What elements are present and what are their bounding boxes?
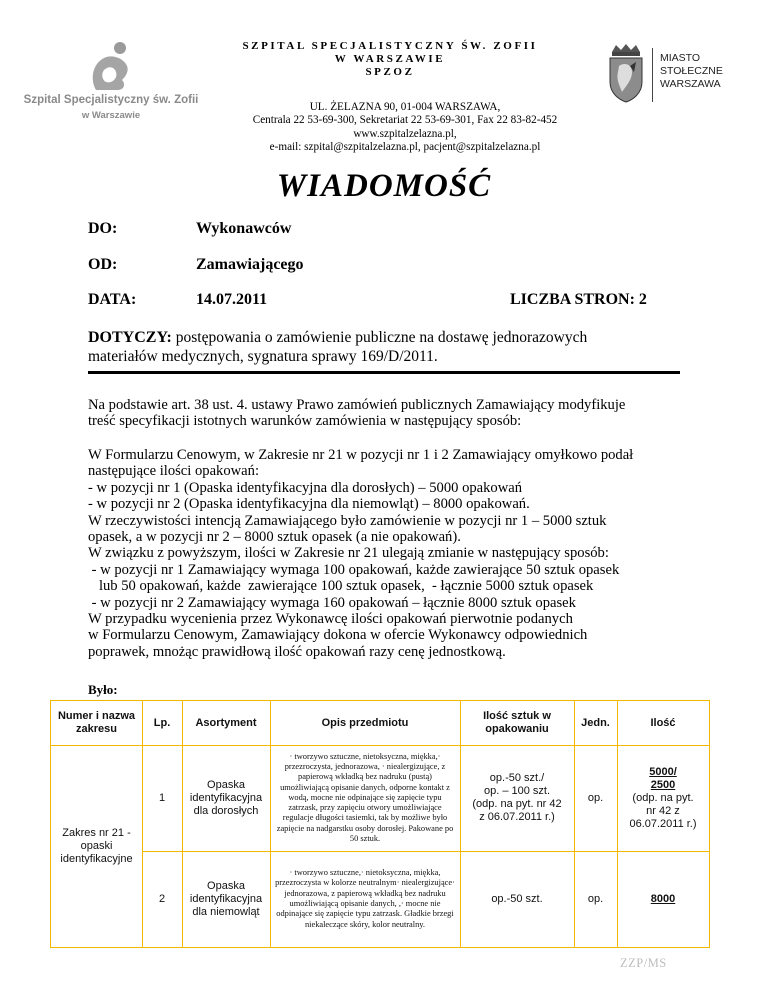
row1-ilosc-sztuk-line: op.-50 szt./ — [489, 772, 545, 784]
city-logo-text — [660, 52, 723, 91]
subject-text: materiałów medycznych, sygnatura sprawy 169/D/2011. — [88, 348, 438, 365]
text-line: W rzeczywistości intencją Zamawiającego było zamówienie w pozycji nr 1 – 5000 sztuk — [88, 512, 607, 529]
address-website: www.szpitalzelazna.pl, — [353, 127, 457, 140]
organization-header — [200, 40, 580, 79]
row1-ilosc-note: 06.07.2011 r.) — [629, 817, 697, 830]
text-line: opasek, a w pozycji nr 2 – 8000 sztuk opasek (a nie opakowań). — [88, 529, 461, 546]
date-label: DATA: — [88, 291, 137, 308]
city-logo-divider — [652, 48, 653, 102]
row1-ilosc-note: (odp. na pyt. — [632, 791, 694, 804]
to-label: DO: — [88, 220, 118, 237]
row1-ilosc — [617, 745, 709, 851]
text-line: - w pozycji nr 2 Zamawiający wymaga 160 opakowań – łącznie 8000 sztuk opasek — [88, 594, 576, 611]
text-line: W Formularzu Cenowym, w Zakresie nr 21 w pozycji nr 1 i 2 Zamawiający omyłkowo podał — [88, 447, 634, 463]
zakres-cell: Zakres nr 21 - opaski identyfikacyjne — [60, 826, 133, 865]
subject — [88, 328, 680, 366]
hospital-logo-name: Szpital Specjalistyczny św. Zofii — [23, 94, 199, 106]
row1-ilosc-note: nr 42 z — [646, 804, 680, 817]
row1-asortyment: Opaska identyfikacyjna dla dorosłych — [189, 778, 263, 817]
header-jedn: Jedn. — [581, 716, 610, 729]
text-line: lub 50 opakowań, każde zawierające 100 sztuk opasek, - łącznie 5000 sztuk opasek — [88, 578, 594, 595]
hospital-logo-icon — [82, 40, 140, 92]
row2-lp: 2 — [158, 892, 166, 905]
address-phones: Centrala 22 53-69-300, Sekretariat 22 53-69-301, Fax 22 83-82-452 — [252, 114, 558, 127]
row1-ilosc-sztuk-line: z 06.07.2011 r.) — [479, 811, 555, 823]
warsaw-crest-icon — [604, 42, 648, 104]
page-count-value: : 2 — [629, 291, 647, 308]
row1-ilosc-sztuk — [460, 745, 574, 851]
hospital-logo-city: w Warszawie — [81, 110, 141, 121]
row2-asortyment: Opaska identyfikacyjna dla niemowląt — [189, 879, 263, 918]
org-type: SPZOZ — [365, 66, 415, 78]
row2-opis: · tworzywo sztuczne,· nietoksyczna, miękka, przezroczysta w kolorze neutralnym· niealergizujące· jednorazowa, z papierową wkładką bez nadruku umożliwiającą opisanie danych, ,· mocne nie odpinające się zapięcie typu zatrzask. Gładkie brzegi niekaleczące skóry, kolor neutralny. — [275, 868, 455, 929]
header-zakres: Numer i nazwa zakresu — [57, 710, 136, 735]
text-line: treść specyfikacji istotnych warunków zamówienia w następujący sposób: — [88, 413, 522, 430]
text-line: poprawek, mnożąc prawidłową ilość opakowań razy cenę jednostkową. — [88, 643, 506, 660]
date-value: 14.07.2011 — [196, 291, 268, 308]
header-ilosc-sztuk: Ilość sztuk w opakowaniu — [483, 710, 551, 735]
page-count — [510, 291, 647, 309]
address-street: UL. ŻELAZNA 90, 01-004 WARSZAWA, — [309, 101, 501, 113]
text-line: w Formularzu Cenowym, Zamawiający dokona w ofercie Wykonawcy odpowiednich — [88, 627, 588, 644]
footer-mark: ZZP/MS — [620, 956, 667, 970]
text-line: następujące ilości opakowań: — [88, 463, 260, 480]
org-city: W WARSZAWIE — [334, 53, 446, 65]
header-asortyment: Asortyment — [195, 716, 257, 729]
text-line: - w pozycji nr 1 Zamawiający wymaga 100 opakowań, każde zawierające 50 sztuk opasek — [88, 561, 620, 578]
row1-ilosc-new: 2500 — [650, 778, 676, 791]
to-value: Wykonawców — [196, 220, 292, 237]
row1-opis: · tworzywo sztuczne, nietoksyczna, miękka,· przezroczysta, jednorazowa, · niealergizujące, z papierową wkładką bez nadruku (pustą) umożliwiającą opisanie danych, odporne kontakt z wodą, mocne nie odpinające się zapięcie typu zatrzask, przy zapięciu otwory umożliwiające regulacje długości tasiemki, tak by możliwe było zapięcie na nadgarstku osoby dorosłej. Pakowane po 50 sztuk. — [276, 751, 454, 844]
header-ilosc: Ilość — [650, 716, 676, 729]
row1-ilosc-sztuk-line: op. – 100 szt. — [483, 785, 551, 797]
text-line: - w pozycji nr 2 (Opaska identyfikacyjna dla niemowląt) – 8000 opakowań. — [88, 496, 530, 513]
header-opis: Opis przedmiotu — [321, 716, 409, 729]
org-address — [180, 101, 630, 154]
modification-paragraph — [88, 447, 680, 660]
row1-ilosc-sztuk-line: (odp. na pyt. nr 42 — [472, 798, 562, 810]
previous-label: Było: — [88, 682, 118, 697]
row2-jedn: op. — [587, 892, 604, 905]
city-logo-line: WARSZAWA — [660, 78, 721, 90]
intro-paragraph — [88, 397, 680, 430]
org-name: SZPITAL SPECJALISTYCZNY ŚW. ZOFII — [242, 40, 538, 52]
text-line: W przypadku wycenienia przez Wykonawcę ilości opakowań pierwotnie podanych — [88, 611, 573, 628]
page-count-label: LICZBA STRON — [510, 291, 630, 308]
row2-ilosc-value: 8000 — [650, 892, 676, 905]
from-label: OD: — [88, 256, 118, 273]
text-line: - w pozycji nr 1 (Opaska identyfikacyjna dla dorosłych) – 5000 opakowań — [88, 479, 523, 496]
row1-jedn: op. — [587, 791, 604, 804]
city-logo-line: STOŁECZNE — [660, 65, 723, 77]
address-email: e-mail: szpital@szpitalzelazna.pl, pacjent@szpitalzelazna.pl — [269, 140, 541, 153]
hospital-logo — [22, 40, 200, 120]
quantity-table — [50, 700, 710, 948]
subject-text: postępowania o zamówienie publiczne na dostawę jednorazowych — [171, 329, 588, 346]
document-title: WIADOMOŚĆ — [276, 168, 492, 204]
row2-ilosc — [617, 851, 709, 947]
row1-ilosc-old: 5000/ — [649, 765, 677, 778]
from-value: Zamawiającego — [196, 256, 304, 273]
text-line: Na podstawie art. 38 ust. 4. ustawy Prawo zamówień publicznych Zamawiający modyfikuje — [88, 397, 626, 413]
row1-lp: 1 — [158, 791, 166, 804]
row2-ilosc-sztuk: op.-50 szt. — [491, 892, 543, 905]
header-lp: Lp. — [153, 716, 171, 729]
separator-rule — [88, 371, 680, 374]
text-line: W związku z powyższym, ilości w Zakresie nr 21 ulegają zmianie w następujący sposób: — [88, 545, 609, 562]
city-logo-line: MIASTO — [660, 52, 701, 64]
subject-label: DOTYCZY: — [88, 329, 172, 346]
